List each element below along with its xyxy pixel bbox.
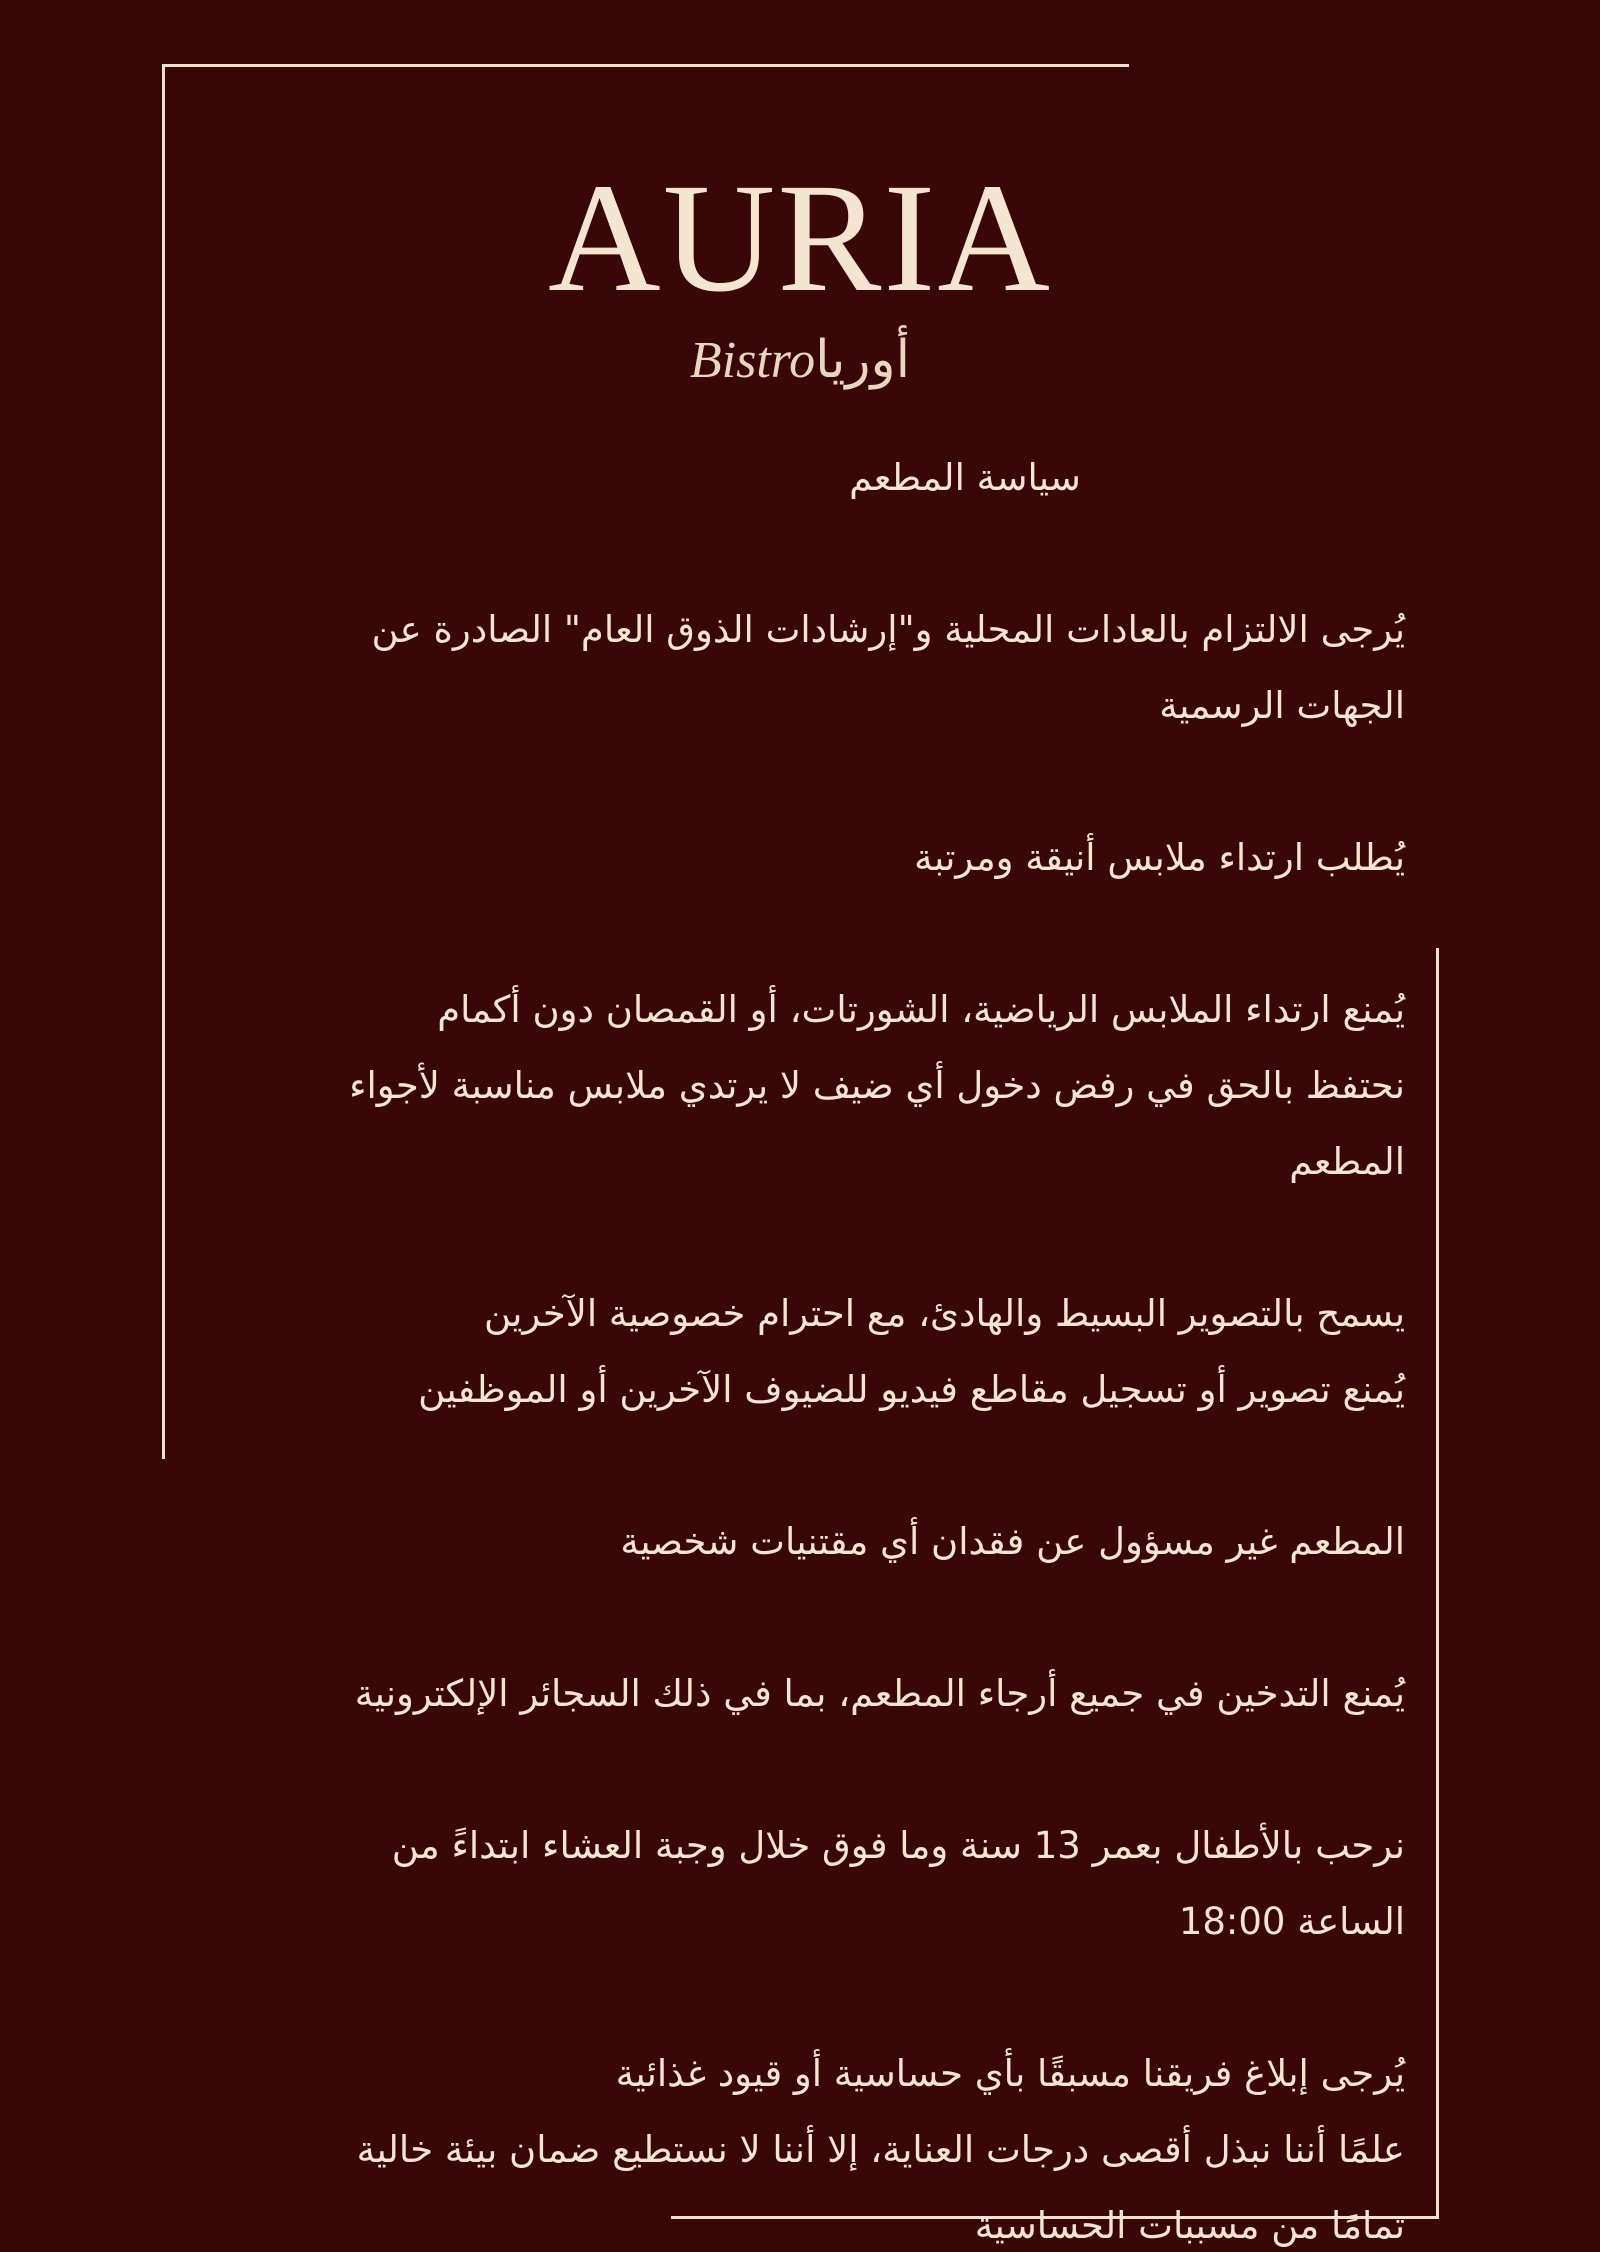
policy-line: يُمنع ارتداء الملابس الرياضية، الشورتات، أو القمصان دون أكمام: [437, 988, 1405, 1031]
policy-item: [235, 2036, 1405, 2252]
policy-item: [235, 1504, 1405, 1580]
policy-line: يُمنع التدخين في جميع أرجاء المطعم، بما في ذلك السجائر الإلكترونية: [354, 1672, 1405, 1715]
policy-line: علمًا أننا نبذل أقصى درجات العناية، إلا أننا لا نستطيع ضمان بيئة خالية: [356, 2128, 1405, 2171]
policy-item: [235, 1276, 1405, 1428]
policy-item: [235, 592, 1405, 744]
policy-line: المطعم: [1289, 1140, 1405, 1183]
frame-line-left: [162, 64, 165, 1459]
policy-line: الساعة 18:00: [1178, 1900, 1405, 1943]
policy-line: المطعم غير مسؤول عن فقدان أي مقتنيات شخصية: [620, 1520, 1405, 1563]
policy-item: [235, 972, 1405, 1200]
policy-item: [235, 1656, 1405, 1732]
policy-line: نرحب بالأطفال بعمر 13 سنة وما فوق خلال وجبة العشاء ابتداءً من: [391, 1824, 1405, 1867]
frame-line-top: [162, 64, 1129, 67]
policy-line: يُرجى الالتزام بالعادات المحلية و"إرشادات الذوق العام" الصادرة عن: [371, 608, 1405, 651]
policy-item: [235, 820, 1405, 896]
brand-subtitle-arabic: أوريا: [815, 330, 911, 390]
policy-list: [235, 592, 1405, 2252]
policy-content: [235, 440, 1405, 2252]
policy-line: نحتفظ بالحق في رفض دخول أي ضيف لا يرتدي ملابس مناسبة لأجواء: [349, 1064, 1405, 1107]
brand-name: AURIA: [548, 151, 1052, 324]
policy-item: [235, 1808, 1405, 1960]
frame-line-right: [1436, 948, 1439, 2219]
policy-line: تمامًا من مسببات الحساسية: [974, 2204, 1405, 2247]
policy-line: يسمح بالتصوير البسيط والهادئ، مع احترام خصوصية الآخرين: [483, 1292, 1405, 1335]
policy-line: يُطلب ارتداء ملابس أنيقة ومرتبة: [914, 836, 1405, 879]
policy-line: يُمنع تصوير أو تسجيل مقاطع فيديو للضيوف الآخرين أو الموظفين: [418, 1368, 1405, 1411]
brand-subtitle: [500, 330, 1100, 390]
page-title: سياسة المطعم: [849, 456, 1081, 499]
brand-subtitle-latin: Bistro: [689, 332, 816, 389]
policy-line: الجهات الرسمية: [1159, 684, 1405, 727]
brand-logo: [500, 151, 1100, 390]
policy-line: يُرجى إبلاغ فريقنا مسبقًا بأي حساسية أو قيود غذائية: [615, 2052, 1405, 2095]
